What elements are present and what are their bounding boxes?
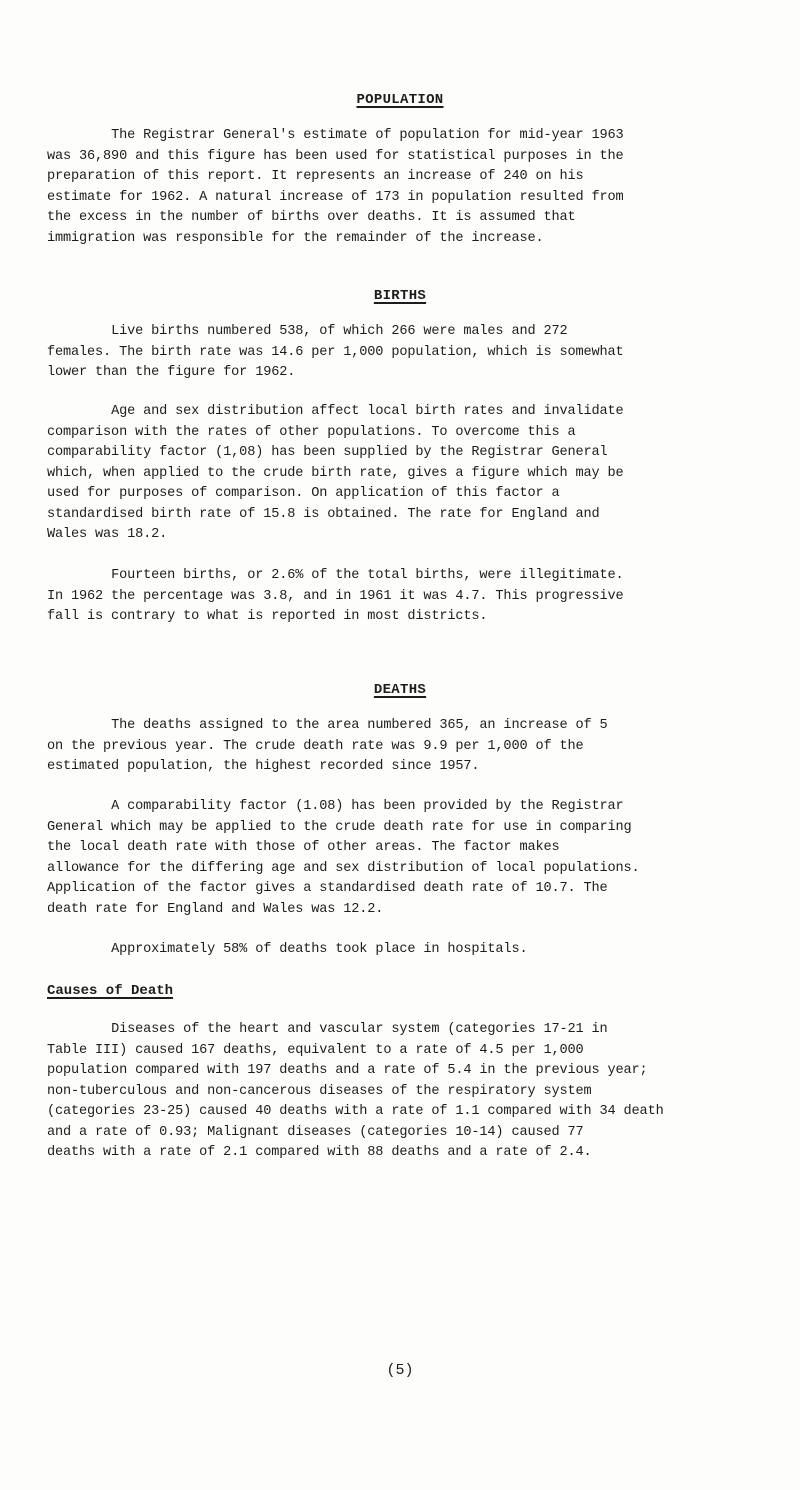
deaths-paragraph-2: A comparability factor (1.08) has been provided by the Registrar General which may be applied to the crude death rate for use in comparing the local death rate with those of other areas. The factor makes allowance for the differing age and sex distribution of local populations. Application of the factor gives a standardised death rate of 10.7. The death rate for England and Wales was 12.2.	[47, 799, 640, 917]
deaths-paragraph-1: The deaths assigned to the area numbered 365, an increase of 5 on the previous year. The crude death rate was 9.9 per 1,000 of the estimated population, the highest recorded since 1957.	[47, 718, 608, 774]
heading-text: DEATHS	[373, 682, 427, 698]
page-number: (5)	[386, 1362, 414, 1379]
births-paragraph-3: Fourteen births, or 2.6% of the total births, were illegitimate. In 1962 the percentage was 3.8, and in 1961 it was 4.7. This progressive fall is contrary to what is reported in most districts.	[47, 568, 624, 624]
causes-paragraph: Diseases of the heart and vascular system (categories 17-21 in Table III) caused 167 deaths, equivalent to a rate of 4.5 per 1,000 population compared with 197 deaths and a rate of 5.4 in the previous year; non-tuberculous and non-cancerous diseases of the respiratory system (categories 23-25) caused 40 deaths with a rate of 1.1 compared with 34 death and a rate of 0.93; Malignant diseases (categories 10-14) caused 77 deaths with a rate of 2.1 compared with 88 deaths and a rate of 2.4.	[47, 1022, 664, 1160]
births-paragraph-1: Live births numbered 538, of which 266 were males and 272 females. The birth rate was 14.6 per 1,000 population, which is somewhat lower than the figure for 1962.	[47, 324, 624, 380]
deaths-paragraph-3: Approximately 58% of deaths took place in hospitals.	[47, 942, 528, 957]
heading-text: POPULATION	[356, 92, 444, 108]
section-heading-births	[0, 288, 800, 304]
heading-text: Causes of Death	[47, 983, 174, 999]
heading-text: BIRTHS	[373, 288, 427, 304]
section-heading-causes-of-death	[47, 983, 173, 999]
section-heading-deaths	[0, 682, 800, 698]
section-heading-population	[0, 92, 800, 108]
births-paragraph-2: Age and sex distribution affect local birth rates and invalidate comparison with the rates of other populations. To overcome this a comparability factor (1,08) has been supplied by the Registrar General which, when applied to the crude birth rate, gives a figure which may be used for purposes of comparison. On application of this factor a standardised birth rate of 15.8 is obtained. The rate for England and Wales was 18.2.	[47, 404, 624, 542]
population-paragraph: The Registrar General's estimate of population for mid-year 1963 was 36,890 and this figure has been used for statistical purposes in the preparation of this report. It represents an increase of 240 on his estimate for 1962. A natural increase of 173 in population resulted from the excess in the number of births over deaths. It is assumed that immigration was responsible for the remainder of the increase.	[47, 128, 624, 246]
